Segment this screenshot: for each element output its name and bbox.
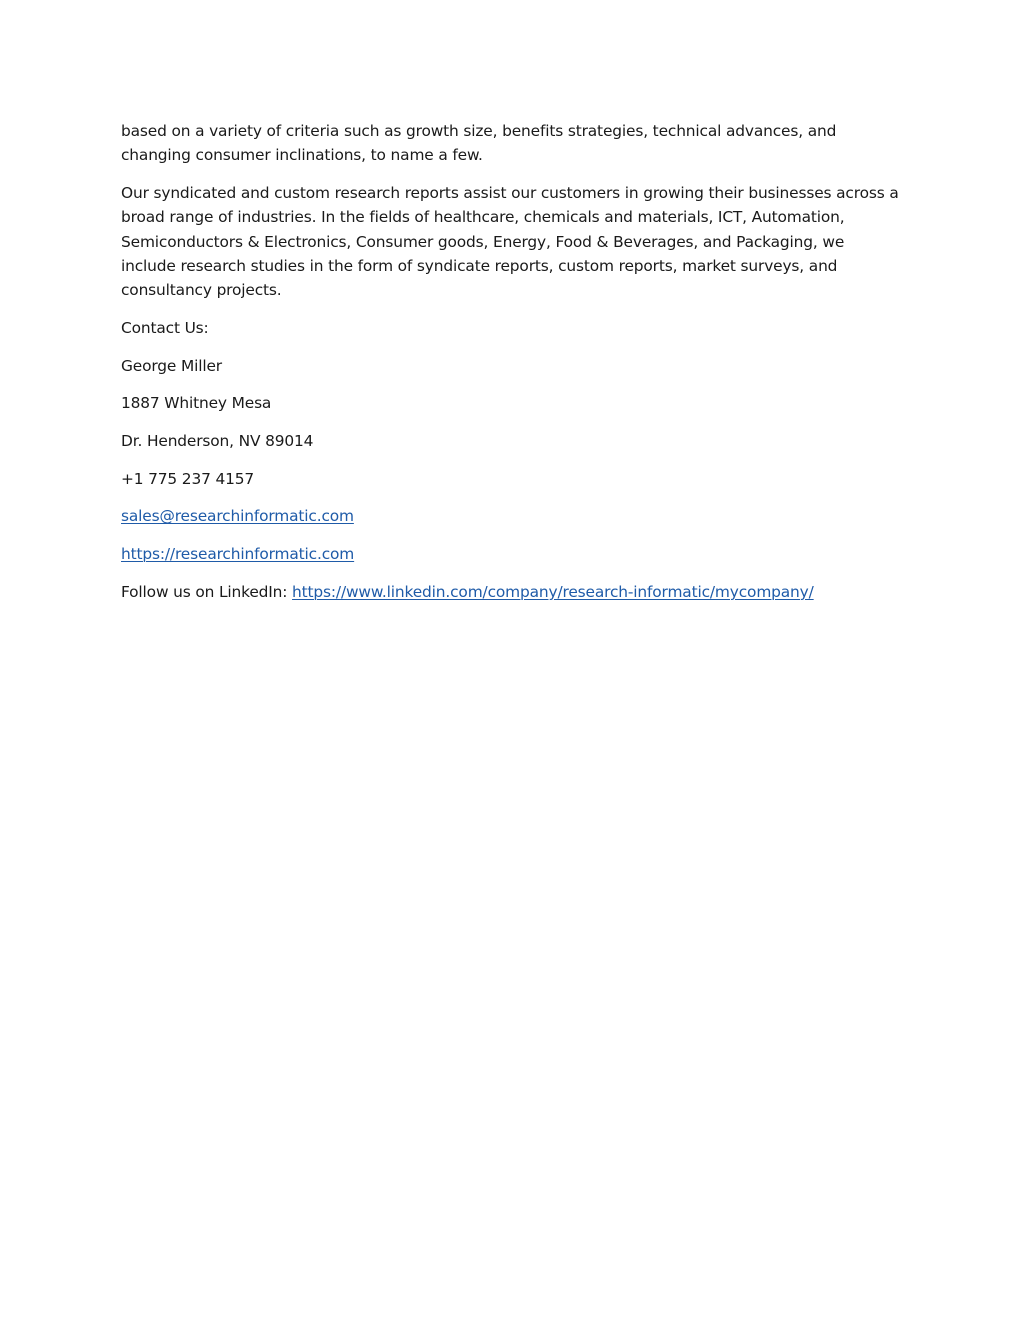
linkedin-link[interactable]: https://www.linkedin.com/company/research-informatic/mycompany/ xyxy=(292,582,814,601)
linkedin-line xyxy=(121,580,901,604)
phone-number: +1 775 237 4157 xyxy=(121,469,255,488)
email-link[interactable]: sales@researchinformatic.com xyxy=(121,507,354,526)
services-paragraph: Our syndicated and custom research reports assist our customers in growing their businesses across a broad range of industries. In the fields of healthcare, chemicals and materials, ICT, Automation, Semiconductors & Electronics, Consumer goods, Energy, Food & Beverages, and Packaging, we include research studies in the form of syndicate reports, custom reports, market surveys, and consultancy projects. xyxy=(121,183,899,300)
website-link[interactable]: https://researchinformatic.com xyxy=(121,544,355,563)
contact-name: George Miller xyxy=(121,356,222,375)
intro-paragraph: based on a variety of criteria such as growth size, benefits strategies, technical advances, and changing consumer inclinations, to name a few. xyxy=(121,122,837,165)
email-line xyxy=(121,504,901,528)
document-body xyxy=(121,119,901,617)
address-line-1: 1887 Whitney Mesa xyxy=(121,394,272,413)
contact-heading: Contact Us: xyxy=(121,318,209,337)
website-line xyxy=(121,542,901,566)
address-line-2: Dr. Henderson, NV 89014 xyxy=(121,431,314,450)
linkedin-label: Follow us on LinkedIn: xyxy=(121,582,293,601)
